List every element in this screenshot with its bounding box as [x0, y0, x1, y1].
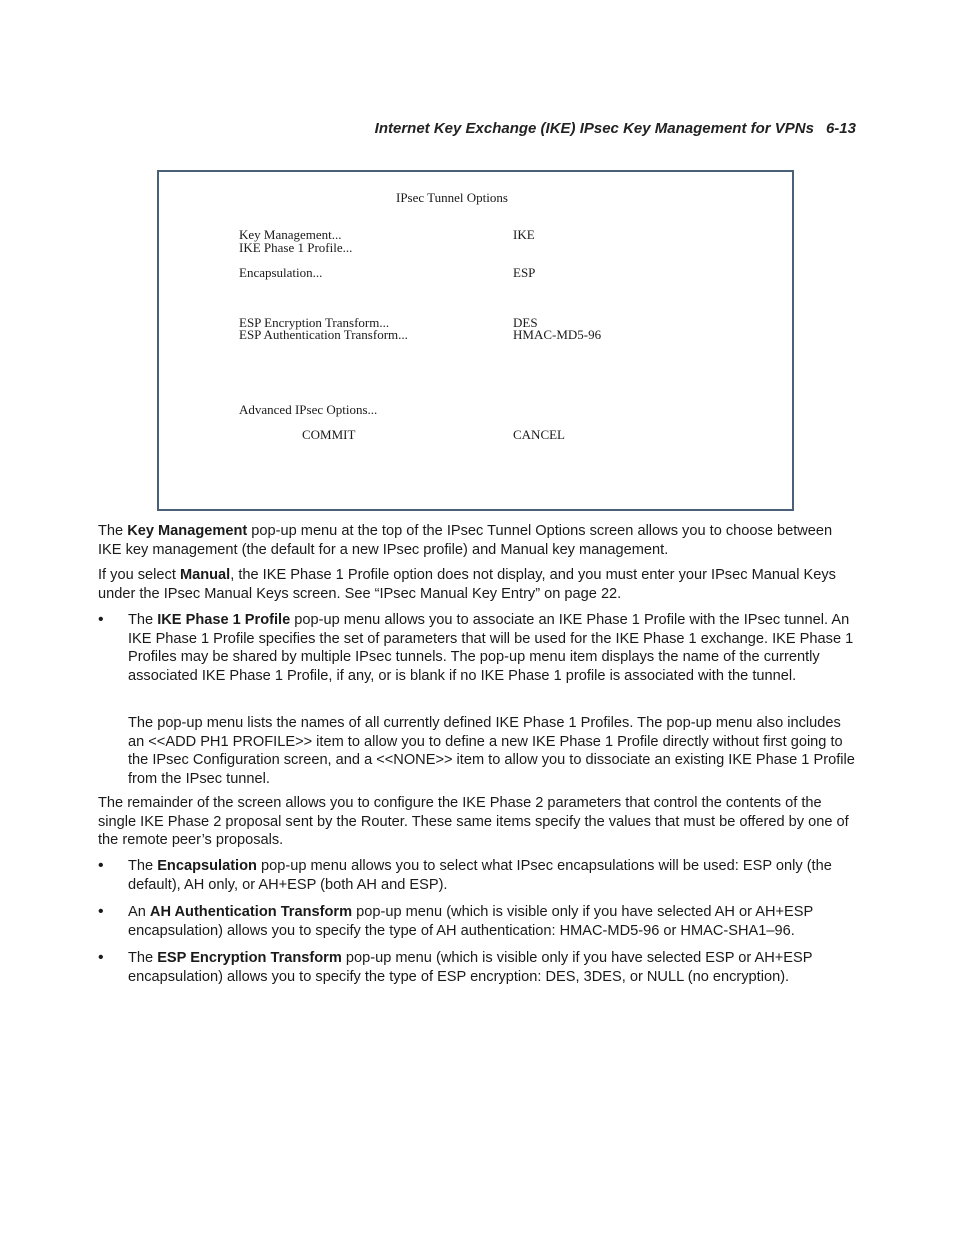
- encapsulation-option[interactable]: Encapsulation...: [239, 265, 323, 280]
- paragraph-manual: If you select Manual, the IKE Phase 1 Profile option does not display, and you must enter your IPsec Manual Keys under the IPsec Manual Keys screen. See “IPsec Manual Key Entry” on page 22.: [98, 567, 836, 602]
- esp-authentication-option[interactable]: ESP Authentication Transform...: [239, 327, 408, 342]
- bullet-marker: •: [98, 611, 104, 628]
- bullet-ah-authentication: An AH Authentication Transform pop-up menu (which is visible only if you have selected AH or AH+ESP encapsulation) allows you to specify the type of AH authentication: HMAC-MD5-96 or HMAC-SHA1–96.: [128, 904, 813, 939]
- page-header: [375, 120, 856, 139]
- bullet-marker: •: [98, 857, 104, 874]
- bullet-marker: •: [98, 903, 104, 920]
- paragraph-key-management: The Key Management pop-up menu at the top of the IPsec Tunnel Options screen allows you to choose between IKE key management (the default for a new IPsec profile) and Manual key management.: [98, 523, 833, 558]
- esp-encryption-value[interactable]: DES: [513, 315, 538, 330]
- esp-encryption-option[interactable]: ESP Encryption Transform...: [239, 315, 390, 330]
- bullet-marker: •: [98, 949, 104, 966]
- key-management-option[interactable]: Key Management...: [239, 227, 342, 242]
- page-number: 6-13: [825, 120, 856, 137]
- advanced-ipsec-options[interactable]: Advanced IPsec Options...: [239, 402, 378, 417]
- screen-title: IPsec Tunnel Options: [396, 190, 508, 205]
- key-management-value[interactable]: IKE: [513, 227, 535, 242]
- encapsulation-value[interactable]: ESP: [513, 265, 536, 280]
- cancel-button[interactable]: CANCEL: [513, 427, 565, 442]
- paragraph-popup-list: The pop-up menu lists the names of all currently defined IKE Phase 1 Profiles. The pop-up menu also includes an <<ADD PH1 PROFILE>> item to allow you to define a new IKE Phase 1 Profile directly without first going to the IPsec Configuration screen, and a <<NONE>> item to allow you to dissociate an existing IKE Phase 1 Profile from the IPsec tunnel.: [128, 715, 855, 787]
- ike-phase1-profile-option[interactable]: IKE Phase 1 Profile...: [239, 240, 353, 255]
- header-title: Internet Key Exchange (IKE) IPsec Key Management for VPNs: [374, 120, 814, 137]
- ipsec-tunnel-options-screen: [157, 170, 794, 511]
- esp-authentication-value[interactable]: HMAC-MD5-96: [513, 327, 602, 342]
- bullet-ike-phase1-profile: The IKE Phase 1 Profile pop-up menu allows you to associate an IKE Phase 1 Profile with the IPsec tunnel. An IKE Phase 1 Profile specifies the set of parameters that will be used for the IKE Phase 1 exchange. IKE Phase 1 Profiles may be shared by multiple IPsec tunnels. The pop-up menu item displays the name of the currently associated IKE Phase 1 Profile, if any, or is blank if no IKE Phase 1 profile is associated with the tunnel.: [128, 612, 854, 684]
- paragraph-remainder: The remainder of the screen allows you to configure the IKE Phase 2 parameters that control the contents of the single IKE Phase 2 proposal sent by the Router. These same items specify the values that must be offered by one of the remote peer’s proposals.: [98, 795, 849, 848]
- commit-button[interactable]: COMMIT: [302, 427, 356, 442]
- bullet-esp-encryption: The ESP Encryption Transform pop-up menu (which is visible only if you have selected ESP or AH+ESP encapsulation) allows you to specify the type of ESP encryption: DES, 3DES, or NULL (no encryption).: [128, 950, 813, 985]
- bullet-encapsulation: The Encapsulation pop-up menu allows you to select what IPsec encapsulations will be used: ESP only (the default), AH only, or AH+ESP (both AH and ESP).: [128, 858, 832, 893]
